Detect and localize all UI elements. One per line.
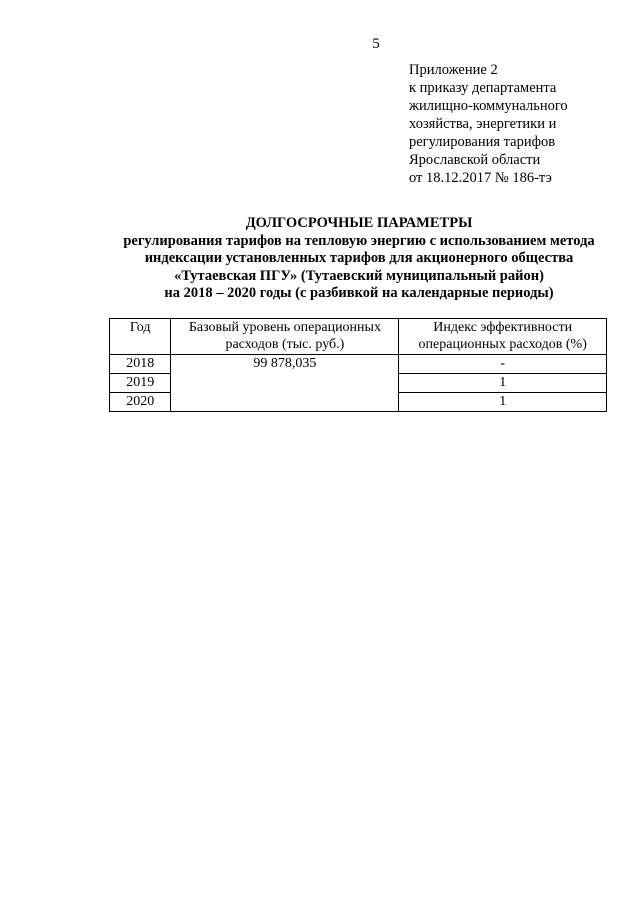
appendix-line: Приложение 2 bbox=[409, 62, 498, 78]
cell-year: 2019 bbox=[110, 374, 171, 393]
appendix-line: хозяйства, энергетики и bbox=[409, 116, 557, 132]
appendix-line: жилищно-коммунального bbox=[409, 98, 568, 114]
appendix-block bbox=[409, 61, 568, 187]
cell-efficiency-index: 1 bbox=[399, 393, 607, 412]
header-base-level: Базовый уровень операционных расходов (тыс. руб.) bbox=[171, 319, 399, 355]
heading-line: на 2018 – 2020 годы (с разбивкой на календарные периоды) bbox=[164, 285, 554, 301]
heading-line: индексации установленных тарифов для акционерного общества bbox=[144, 250, 574, 266]
appendix-line: от 18.12.2017 № 186-тэ bbox=[409, 170, 552, 186]
header-efficiency-index: Индекс эффективности операционных расходов (%) bbox=[399, 319, 607, 355]
document-heading bbox=[0, 215, 640, 303]
page-number: 5 bbox=[372, 36, 380, 52]
cell-efficiency-index: 1 bbox=[399, 374, 607, 393]
appendix-line: к приказу департамента bbox=[409, 80, 557, 96]
appendix-line: регулирования тарифов bbox=[409, 134, 556, 150]
heading-line: «Тутаевская ПГУ» (Тутаевский муниципальный район) bbox=[174, 267, 544, 284]
header-year: Год bbox=[110, 319, 171, 355]
parameters-table bbox=[109, 318, 607, 412]
document-title: ДОЛГОСРОЧНЫЕ ПАРАМЕТРЫ bbox=[245, 215, 473, 231]
cell-year: 2020 bbox=[110, 393, 171, 412]
cell-base-level: 99 878,035 bbox=[171, 355, 399, 412]
cell-efficiency-index: - bbox=[399, 355, 607, 374]
heading-line: регулирования тарифов на тепловую энергию с использованием метода bbox=[123, 232, 595, 249]
appendix-line: Ярославской области bbox=[409, 152, 541, 168]
cell-year: 2018 bbox=[110, 355, 171, 374]
table-header-row bbox=[110, 319, 607, 355]
table-row bbox=[110, 355, 607, 374]
